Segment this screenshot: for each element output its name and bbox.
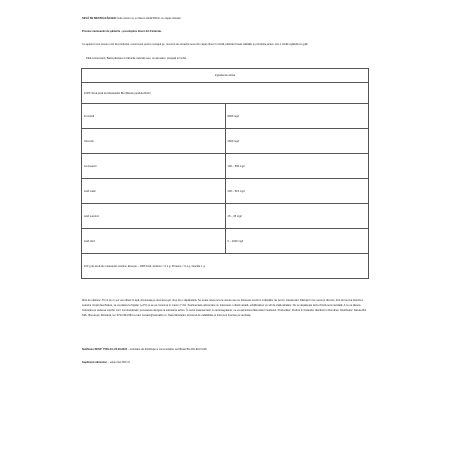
product-title: SEVĂ DE MESTEACĂN BIO	[82, 17, 116, 20]
ingredient-value: 8000 mg/l	[225, 104, 369, 129]
product-title-rest: Cutie carton cu un flacon sticlă 500ml, cu capac dozator.	[116, 17, 182, 20]
ingredient-name: Fructoză	[82, 104, 226, 129]
ingredient-value: 0 – 1000 mg/l	[225, 229, 369, 254]
table-row	[82, 229, 369, 254]
origin-line: Provine mesteacăn de pădurile - presimptive direct din Finlanda.	[82, 30, 162, 33]
ingredient-name: Acid citric	[82, 229, 226, 254]
ingredient-name: Acid malic	[82, 179, 226, 204]
ingredient-value: 100 – 500 mg/l	[225, 154, 369, 179]
ingredient-value: 15 – 35 mg/l	[225, 204, 369, 229]
intro-text: Cu ajutorul unui proces unic de producție, recunoscut pentru mosajul pe, nivurunt de extracție seva din capac direct în sticlă, păstrând toate calitățile și principiile active. Are o sticlă reglabilă cu grijă.	[82, 43, 309, 46]
ingredient-value: 2500 mg/l	[225, 129, 369, 154]
supplement-rest: – volum Net 500 ml	[107, 361, 130, 364]
ingredients-table	[81, 68, 369, 279]
supplement-line	[82, 361, 372, 364]
notification-label: Notificare IN/SP: 7529 din 23.09.2024	[82, 348, 128, 351]
table-row	[82, 104, 369, 129]
ingredient-value: 230 – 515 mg/l	[225, 179, 369, 204]
ingredient-name: Aminoacizi	[82, 154, 226, 179]
table-row	[82, 129, 369, 154]
instructions-paragraph: Mod de utilizare: 70 ml pe zi, pur sau diluat în apă, dimineața pe stomacul gol, timp de o săptămână. Se poate relua cura la nevoie sau se foloseste conform indicațiilor de sezon. Atenționări: Păstrați în loc uscat și răcoros, ferit de lumina directă a soarelui. După deschidere, se va păstra la frigider (+4°C) și se va consuma în maxim 7 zile. Suplimentele alimentare nu înlocuiesc o dietă variată, echilibrată și un stil de viață sănătos. Nu se depășește doza zilnică recomandată. A nu se lăsa la îndemâna și vederea copiilor mici. Contraindicații: persoanele alergice la substanțe active. În cazul tratamentelor cu anticoagulante, se va administra fără sfatul medicului. Producător: Produs în Finlanda, distribuit în România. Distribuitor: Nature Bio SRL, București, România, tel. 0723.364.964 e-mail: contact@naturabio.ro. Data fabricației, termenul de valabilitate și lotul sunt înscrise pe ambalaj.	[82, 299, 367, 317]
notification-line	[82, 348, 372, 351]
ingredient-name: Acid succinic	[82, 204, 226, 229]
supplement-label: Supliment alimentar	[82, 361, 107, 364]
table-header: Ingrediente active	[82, 69, 369, 83]
table-row	[82, 154, 369, 179]
nutrition-row: 100 g de sevă de mesteacăn conține: Energie – 4066 Kcal; Grăsimi < 0,1 g; Proteine < 0,1 g; Glucide 1 g.	[82, 254, 369, 279]
table-full-row: 100% Sevă pură de Mesteacăn Bio (Betula pendula Roth)	[82, 83, 369, 104]
ingredient-name: Glucoză	[82, 129, 226, 154]
note-text: Fără conservanți. Bază păstrare în fabricile naturale sau, un atmosfer, protejați și închis.	[86, 57, 187, 60]
table-row	[82, 204, 369, 229]
notification-rest: – Activitate de distribuție a comunicărilor certificate Bio RO-ECO-026	[127, 348, 207, 351]
table-row	[82, 179, 369, 204]
title-line	[82, 17, 372, 20]
